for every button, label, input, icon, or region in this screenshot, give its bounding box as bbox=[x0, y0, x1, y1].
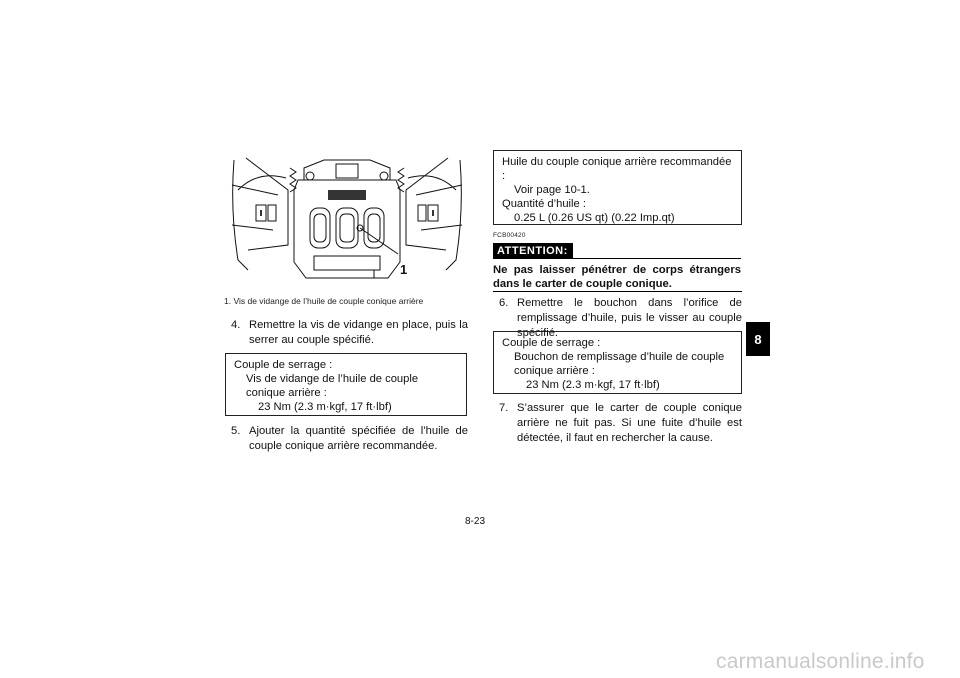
rear-axle-drawing bbox=[228, 150, 466, 286]
step-text: Remettre la vis de vidange en place, puis la serrer au couple spécifié. bbox=[249, 319, 468, 346]
step-text: Ajouter la quantité spécifiée de l’huile de couple conique arrière recommandée. bbox=[249, 425, 468, 452]
spec-title: Couple de serrage : bbox=[502, 337, 601, 349]
attention-rule bbox=[493, 258, 741, 259]
attention-label: ATTENTION: bbox=[493, 243, 573, 259]
oil-quantity-label: Quantité d’huile : bbox=[502, 198, 586, 210]
attention-text: Ne pas laisser pénétrer de corps étrangers dans le carter de couple conique. bbox=[493, 264, 741, 290]
torque-spec-box-filler bbox=[493, 331, 742, 394]
chapter-tab: 8 bbox=[746, 322, 770, 356]
oil-spec-title: Huile du couple conique arrière recommandée : bbox=[502, 156, 732, 182]
step-4 bbox=[231, 318, 468, 348]
page-number: 8-23 bbox=[465, 516, 486, 527]
spec-item: Vis de vidange de l’huile de couple conique arrière : bbox=[246, 373, 419, 399]
step-text: Remettre le bouchon dans l’orifice de remplissage d’huile, puis le visser au couple spécifié. bbox=[517, 297, 742, 339]
step-text: S’assurer que le carter de couple conique arrière ne fuit pas. Si une fuite d’huile est détectée, il faut en rechercher la cause. bbox=[517, 402, 742, 444]
step-5 bbox=[231, 424, 468, 454]
figure-caption: 1. Vis de vidange de l’huile de couple conique arrière bbox=[224, 296, 424, 306]
oil-spec-reference: Voir page 10-1. bbox=[514, 184, 590, 196]
watermark: carmanualsonline.info bbox=[716, 650, 925, 673]
section-code: FCB00420 bbox=[493, 232, 526, 239]
oil-spec-box bbox=[493, 150, 742, 225]
drain-bolt-illustration bbox=[228, 150, 466, 286]
spec-item: Bouchon de remplissage d’huile de couple conique arrière : bbox=[514, 351, 725, 377]
divider-line bbox=[493, 291, 742, 292]
torque-spec-box-drain bbox=[225, 353, 467, 416]
step-number: 5. bbox=[231, 425, 241, 437]
step-number: 7. bbox=[499, 402, 509, 414]
attention-header bbox=[493, 243, 741, 259]
figure-callout-number: 1 bbox=[400, 262, 408, 277]
oil-quantity-value: 0.25 L (0.26 US qt) (0.22 Imp.qt) bbox=[514, 212, 675, 224]
spec-value: 23 Nm (2.3 m·kgf, 17 ft·lbf) bbox=[526, 379, 660, 391]
step-7 bbox=[499, 401, 742, 446]
step-number: 4. bbox=[231, 319, 241, 331]
spec-title: Couple de serrage : bbox=[234, 359, 333, 371]
spec-value: 23 Nm (2.3 m·kgf, 17 ft·lbf) bbox=[258, 401, 392, 413]
step-number: 6. bbox=[499, 297, 509, 309]
